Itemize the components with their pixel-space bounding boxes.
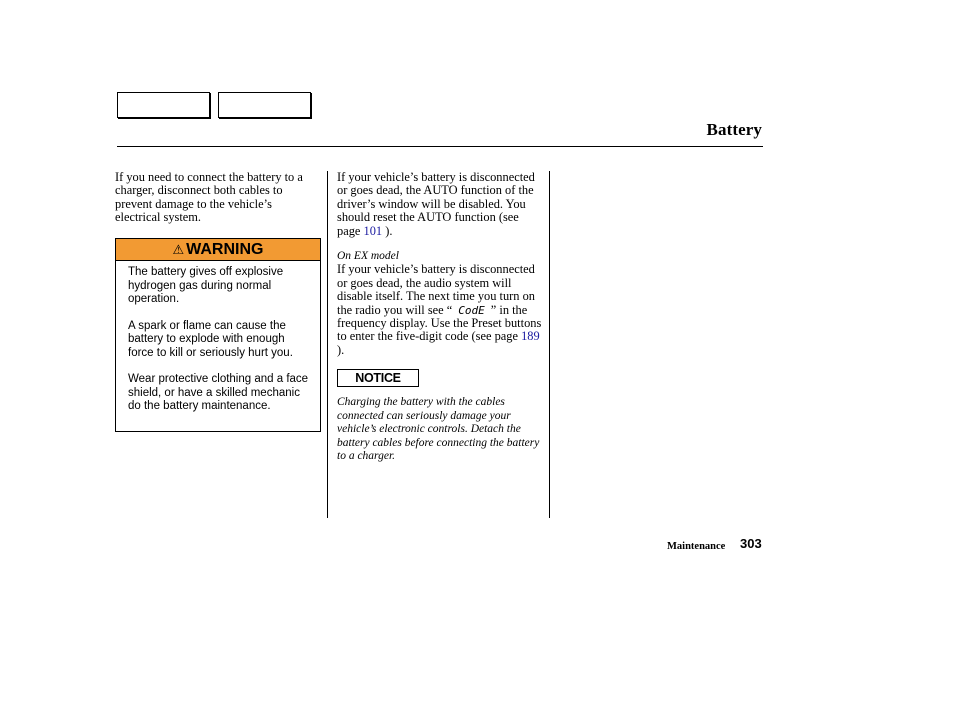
ex-model-label: On EX model <box>337 250 399 263</box>
header-divider <box>117 146 763 147</box>
footer-section: Maintenance <box>667 541 726 552</box>
table-of-contents-button[interactable] <box>218 92 311 118</box>
main-menu-button[interactable] <box>117 92 210 118</box>
code-display: CodE <box>458 303 485 317</box>
warning-paragraph: Wear protective clothing and a face shield, or have a skilled mechanic do the battery maintenance. <box>128 373 309 412</box>
auto-window-paragraph: If your vehicle’s battery is disconnected or goes dead, the AUTO function of the driver’s window will be disabled. You should reset the AUTO function (see page 101 ). <box>337 170 535 238</box>
warning-label: WARNING <box>186 240 264 258</box>
notice-label: NOTICE <box>337 369 419 387</box>
page-link-189[interactable]: 189 <box>521 329 540 344</box>
page-title: Battery <box>706 120 762 139</box>
page-number: 303 <box>740 536 762 551</box>
column-divider <box>549 171 550 518</box>
warning-header <box>116 239 320 261</box>
warning-body <box>116 261 320 414</box>
notice-text: Charging the battery with the cables connected can seriously damage your vehicle’s electronic controls. Detach the battery cables before connecting the battery to a charger. <box>337 396 540 462</box>
warning-paragraph: The battery gives off explosive hydrogen gas during normal operation. <box>128 266 284 305</box>
warning-box <box>115 238 321 432</box>
intro-paragraph: If you need to connect the battery to a charger, disconnect both cables to prevent damage to the vehicle’s electrical system. <box>115 170 303 225</box>
middle-column <box>337 171 542 463</box>
page-link-101[interactable]: 101 <box>363 223 383 238</box>
warning-triangle-icon: ⚠ <box>172 241 185 257</box>
warning-paragraph: A spark or flame can cause the battery to explode with enough force to kill or seriously hurt you. <box>128 319 293 359</box>
column-divider <box>327 171 328 518</box>
left-column <box>115 171 320 225</box>
audio-code-paragraph: If your vehicle’s battery is disconnected or goes dead, the audio system will disable itself. The next time you turn on the radio you will see “ CodE ” in the frequency display. Use the Preset buttons to enter the five-digit code (see page 189 ). <box>337 262 542 357</box>
